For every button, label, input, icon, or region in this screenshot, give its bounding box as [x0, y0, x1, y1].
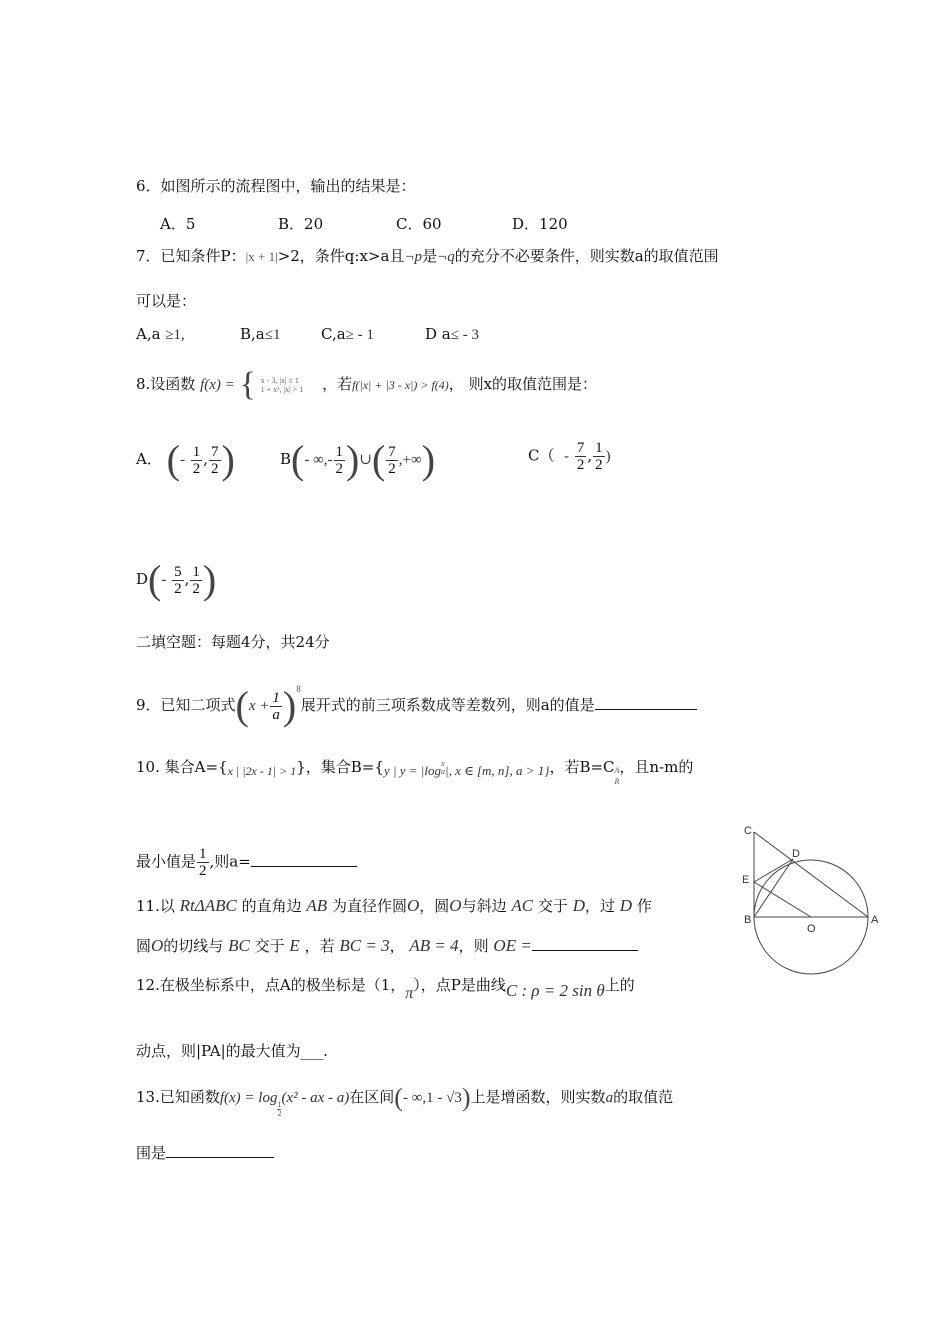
label-c: C	[744, 825, 752, 837]
q6-stem: 6．如图所示的流程图中，输出的结果是：	[136, 177, 416, 195]
q7-option-a: A,a ≥1,	[136, 325, 185, 343]
q6-option-c: C．60	[396, 215, 442, 233]
q8-condition: f(|x| + |3 - x|) > f(4)	[352, 378, 449, 392]
q8-option-a: A． (- $\frac{1}{2}$ , $\frac{7}{2}$ )	[136, 437, 235, 482]
q8-option-d: D(- $\frac{5}{2}$ , $\frac{1}{2}$ )	[136, 557, 217, 602]
q6-option-a: A．5	[160, 215, 196, 233]
q6-option-b: B．20	[278, 215, 324, 233]
q13-line1: 13.已知函数f(x) = log $\frac{1}{2}$ (x² - ax - a)在区间(- ∞,1 - √3)上是增函数，则实数a的取值范	[136, 1083, 674, 1118]
q13-line2: 围是	[136, 1142, 274, 1164]
q10-stem: 10. 集合$A=\{_{x | |2x - 1| > 1}\}$，集合B={y | y = |log x a |, x ∈ [m, n], a > 1}，若B=C A R ，且n-m的	[136, 758, 694, 786]
q8-option-c: C（ - $\frac{7}{2}$ , $\frac{1}{2}$ )	[528, 440, 611, 473]
q7-option-c: C,a≥ - 1	[321, 325, 374, 343]
q12-line2: 动点，则|PA|的最大值为___.	[136, 1042, 328, 1060]
q7-stem-cont: 可以是：	[136, 292, 197, 310]
q8-option-b: B(- ∞,- $\frac{1}{2}$ )∪( $\frac{7}{2}$ ,+∞)	[280, 437, 436, 482]
label-a: A	[871, 914, 879, 926]
q7-neg-p: ¬p	[404, 249, 423, 265]
q7-abs-expr: |x + 1|	[245, 249, 278, 264]
q8-piecewise: x - 3, |x| ≤ 1 1 + x², |x| > 1	[260, 376, 304, 394]
q9-answer-blank	[595, 695, 697, 710]
q11-line1: 11.以 RtΔABC 的直角边 AB 为直径作圆O，圆O与斜边 AC 交于 D，过 D 作	[136, 896, 652, 915]
segment-eo	[754, 882, 811, 917]
q10-line2: 最小值是 $\frac{1}{2}$ ,则a=	[136, 846, 357, 879]
q7-option-b: B,a≤1	[240, 325, 281, 343]
q10-answer-blank	[251, 852, 357, 867]
q7-option-d: D a≤ - 3	[425, 325, 479, 343]
q7-neg-q: ¬q	[437, 249, 455, 265]
q11-geometry-figure	[738, 822, 884, 978]
segment-ed	[754, 859, 793, 882]
q6-option-d: D．120	[512, 215, 568, 233]
segment-ca	[754, 832, 868, 917]
q7-stem: 7．已知条件P：|x + 1|>2，条件q:x>a且¬p是¬q的充分不必要条件，则实数a的取值范围	[136, 247, 719, 265]
q8-func: f(x) =	[200, 377, 235, 393]
label-e: E	[742, 874, 750, 886]
q8-stem: 8.设函数 f(x) = { x - 3, |x| ≤ 1 1 + x², |x| > 1 ，若f(|x| + |3 - x|) > f(4)， 则x的取值范围是：	[136, 366, 598, 403]
label-b: B	[744, 914, 752, 926]
label-o: O	[807, 923, 816, 935]
label-d: D	[792, 848, 800, 860]
q13-answer-blank	[166, 1143, 274, 1158]
q12-line1: 12.在极坐标系中，点A的极坐标是（1，π），点P是曲线C : ρ = 2 sin θ上的	[136, 976, 635, 1002]
section-heading: 二填空题：每题4分，共24分	[136, 633, 330, 651]
segment-bd	[754, 859, 793, 917]
q11-line2: 圆O的切线与 BC 交于 E ，若 BC = 3， AB = 4，则 OE =	[136, 935, 638, 957]
q9-stem: 9．已知二项式(x + $\frac{1}{a}$ )$^8$展开式的前三项系数成等差数列，则a的值是	[136, 678, 697, 726]
q11-answer-blank	[532, 936, 638, 951]
